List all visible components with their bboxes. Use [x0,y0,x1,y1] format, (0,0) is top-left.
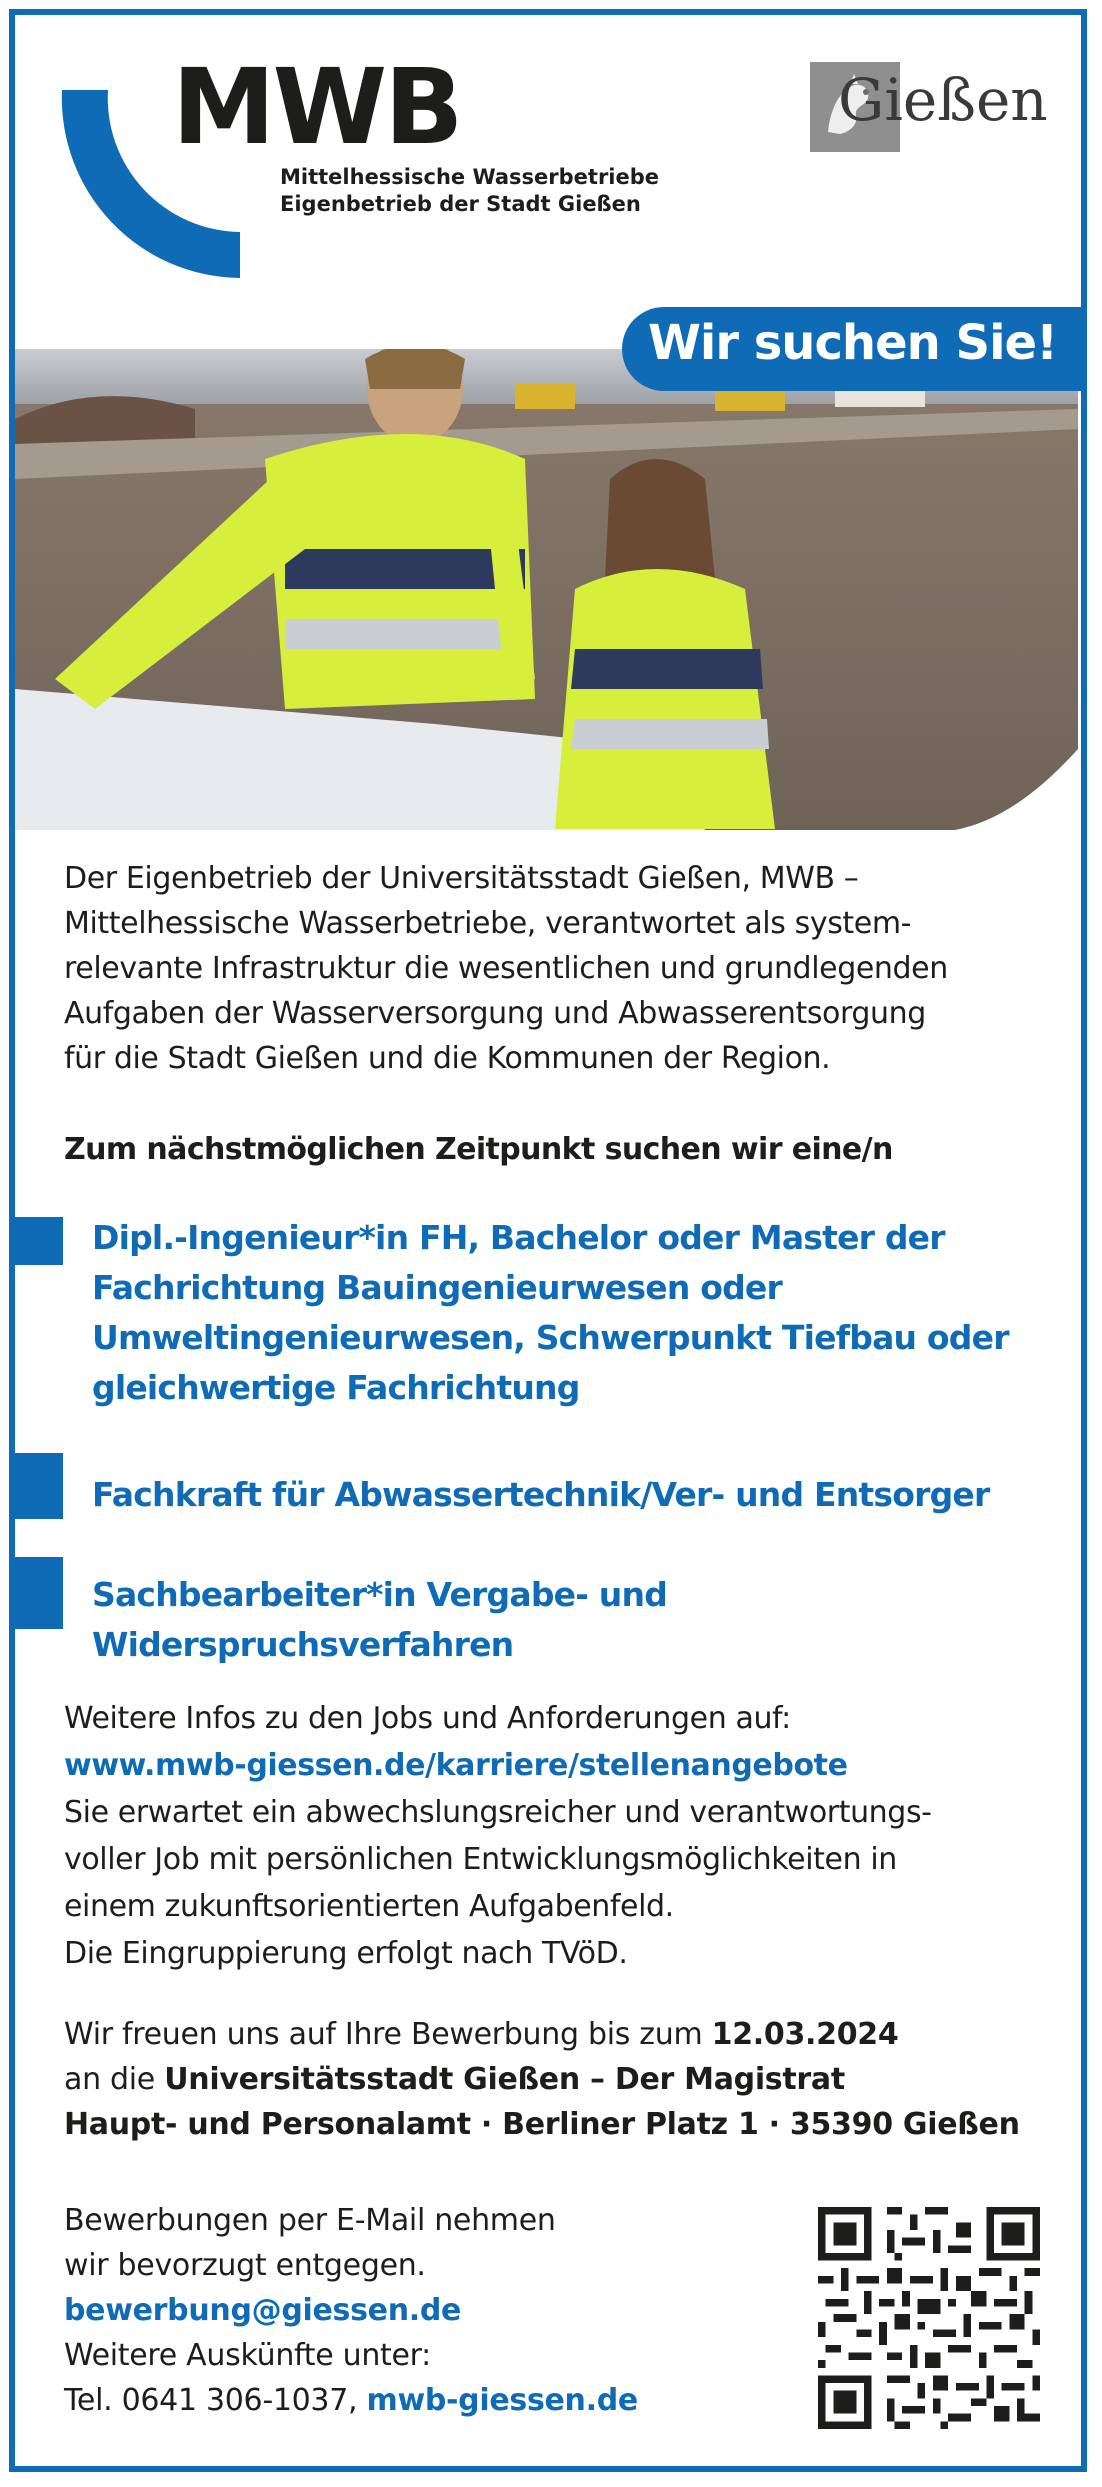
job-marker-bar [15,1557,63,1629]
intro-line: Aufgaben der Wasserversorgung und Abwasserentsorgung [64,996,926,1031]
job-title: Dipl.-Ingenieur*in FH, Bachelor oder Master der Fachrichtung Bauingenieurwesen oder Umweltingenieurwesen, Schwerpunkt Tiefbau oder gleichwertige Fachrichtung [92,1218,1009,1407]
intro-line: Mittelhessische Wasserbetriebe, verantwortet als system- [64,906,912,941]
job-posting-clerk [15,1570,1075,1664]
intro-line: Der Eigenbetrieb der Universitätsstadt Gießen, MWB – [64,861,859,896]
contact-info: Bewerbungen per E-Mail nehmen wir bevorzugt entgegen. bewerbung@giessen.de Weitere Auskünfte unter: Tel. 0641 306-1037, mwb-giessen.de [64,2198,844,2423]
deadline-date: 12.03.2024 [711,2017,899,2052]
job-title: Fachkraft für Abwassertechnik/Ver- und Entsorger [92,1475,990,1514]
job-title: Sachbearbeiter*in Vergabe- und Widerspruchsverfahren [92,1575,668,1664]
phone-number: Tel. 0641 306-1037, [64,2383,367,2418]
careers-link[interactable]: www.mwb-giessen.de/karriere/stellenangebote [64,1748,848,1783]
website-link[interactable]: mwb-giessen.de [366,2383,638,2418]
intro-line: für die Stadt Gießen und die Kommunen der Region. [64,1041,831,1076]
job-marker-bar [15,1217,63,1265]
more-info-paragraph: Weitere Infos zu den Jobs und Anforderungen auf: www.mwb-giessen.de/karriere/stellenangebote Sie erwartet ein abwechslungsreicher und verantwortungs- voller Job mit persönlichen Entwicklungsmöglichkeiten in einem zukunftsorientierten Aufgabenfeld. Die Eingruppierung erfolgt nach TVöD. [64,1695,1054,1977]
qr-code-icon [818,2207,1040,2429]
job-posting-wastewater [15,1470,1075,1540]
intro-paragraph [64,856,1054,1081]
job-marker-bar [15,1453,63,1519]
banner-text: Wir suchen Sie! [647,315,1057,371]
mwb-logo-subtitle: Mittelhessische Wasserbetriebe Eigenbetrieb der Stadt Gießen [280,165,660,216]
giessen-city-logo [810,62,1048,154]
hero-photo [15,349,1078,830]
intro-line: relevante Infrastruktur die wesentlichen und grundlegenden [64,951,948,986]
job-posting-engineer [15,1213,1075,1423]
email-link[interactable]: bewerbung@giessen.de [64,2293,462,2328]
lead-heading: Zum nächstmöglichen Zeitpunkt suchen wir eine/n [64,1132,893,1167]
mwb-logo-text: MWB [172,46,461,168]
we-are-hiring-banner [622,307,1087,391]
application-info: Wir freuen uns auf Ihre Bewerbung bis zum 12.03.2024 an die Universitätsstadt Gießen – Der Magistrat Haupt- und Personalamt · Berliner Platz 1 · 35390 Gießen [64,2012,1064,2147]
address: Haupt- und Personalamt · Berliner Platz 1 · 35390 Gießen [64,2107,1020,2142]
city-name: Gießen [838,66,1048,134]
